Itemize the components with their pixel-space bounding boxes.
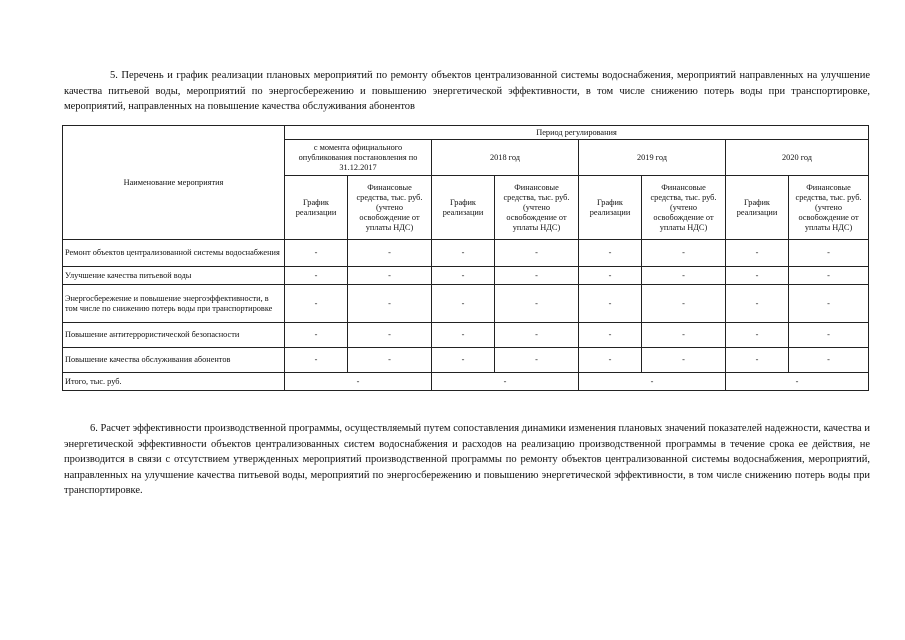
cell-value: - (495, 348, 579, 373)
cell-value: - (726, 285, 789, 323)
cell-value: - (285, 285, 348, 323)
cell-value: - (789, 240, 869, 267)
period-2020: 2020 год (726, 140, 869, 176)
cell-value: - (789, 323, 869, 348)
cell-value: - (348, 285, 432, 323)
cell-value: - (579, 323, 642, 348)
row-name: Повышение качества обслуживания абонентов (63, 348, 285, 373)
cell-value: - (642, 285, 726, 323)
total-value: - (726, 373, 869, 391)
period-2018: 2018 год (432, 140, 579, 176)
cell-value: - (789, 285, 869, 323)
section-6-text: 6. Расчет эффективности производственной программы, осуществляемый путем сопоставления динамики изменения плановых значений показателей надежности, качества и энергетической эффективности объектов централизованных систем водоснабжения и расходов на реализацию производственной программы в течение срока ее действия, не производится в связи с отсутствием утвержденных мероприятий производственной программы по ремонту объектов централизованной системы водоснабжения, мероприятий, направленных на улучшение качества питьевой воды, мероприятий по энергосбережению и повышению энергетической эффективности, в том числе снижению потерь воды при транспортировке. (64, 423, 870, 496)
cell-value: - (579, 267, 642, 285)
row-name: Улучшение качества питьевой воды (63, 267, 285, 285)
cell-value: - (579, 285, 642, 323)
cell-value: - (579, 240, 642, 267)
cell-value: - (285, 323, 348, 348)
period-header: Период регулирования (285, 126, 869, 140)
cell-value: - (432, 323, 495, 348)
schedule-header: График реализации (579, 176, 642, 240)
cell-value: - (726, 267, 789, 285)
total-value: - (579, 373, 726, 391)
cell-value: - (726, 323, 789, 348)
finance-header: Финансовые средства, тыс. руб. (учтено освобождение от уплаты НДС) (789, 176, 869, 240)
cell-value: - (495, 267, 579, 285)
table-row (63, 323, 869, 348)
name-header: Наименование мероприятия (63, 126, 285, 240)
total-row (63, 373, 869, 391)
cell-value: - (642, 240, 726, 267)
cell-value: - (789, 267, 869, 285)
cell-value: - (348, 323, 432, 348)
cell-value: - (642, 348, 726, 373)
cell-value: - (432, 240, 495, 267)
cell-value: - (348, 240, 432, 267)
table-row (63, 267, 869, 285)
cell-value: - (432, 285, 495, 323)
total-value: - (432, 373, 579, 391)
cell-value: - (348, 348, 432, 373)
period-2017: с момента официального опубликования постановления по 31.12.2017 (285, 140, 432, 176)
table-row (63, 240, 869, 267)
schedule-header: График реализации (726, 176, 789, 240)
finance-header: Финансовые средства, тыс. руб. (учтено освобождение от уплаты НДС) (495, 176, 579, 240)
schedule-header: График реализации (285, 176, 348, 240)
finance-header: Финансовые средства, тыс. руб. (учтено освобождение от уплаты НДС) (348, 176, 432, 240)
finance-header: Финансовые средства, тыс. руб. (учтено освобождение от уплаты НДС) (642, 176, 726, 240)
section-5-heading: 5. Перечень и график реализации плановых мероприятий по ремонту объектов централизованной системы водоснабжения, мероприятий направленных на улучшение качества питьевой воды, мероприятий по энергосбережению и повышению энергетической эффективности, в том числе снижению потерь воды при транспортировке, мероприятий, направленных на повышение качества обслуживания абонентов (64, 70, 870, 112)
cell-value: - (726, 240, 789, 267)
cell-value: - (432, 348, 495, 373)
period-2019: 2019 год (579, 140, 726, 176)
cell-value: - (789, 348, 869, 373)
cell-value: - (348, 267, 432, 285)
cell-value: - (726, 348, 789, 373)
row-name: Повышение антитеррористической безопасности (63, 323, 285, 348)
row-name: Ремонт объектов централизованной системы водоснабжения (63, 240, 285, 267)
cell-value: - (285, 240, 348, 267)
total-label: Итого, тыс. руб. (63, 373, 285, 391)
cell-value: - (285, 348, 348, 373)
cell-value: - (285, 267, 348, 285)
cell-value: - (432, 267, 495, 285)
schedule-header: График реализации (432, 176, 495, 240)
plan-table (62, 125, 869, 391)
row-name: Энергосбережение и повышение энергоэффективности, в том числе по снижению потерь воды при транспортировке (63, 285, 285, 323)
cell-value: - (495, 285, 579, 323)
cell-value: - (495, 323, 579, 348)
cell-value: - (579, 348, 642, 373)
cell-value: - (642, 267, 726, 285)
total-value: - (285, 373, 432, 391)
cell-value: - (642, 323, 726, 348)
cell-value: - (495, 240, 579, 267)
table-row (63, 348, 869, 373)
table-row (63, 285, 869, 323)
